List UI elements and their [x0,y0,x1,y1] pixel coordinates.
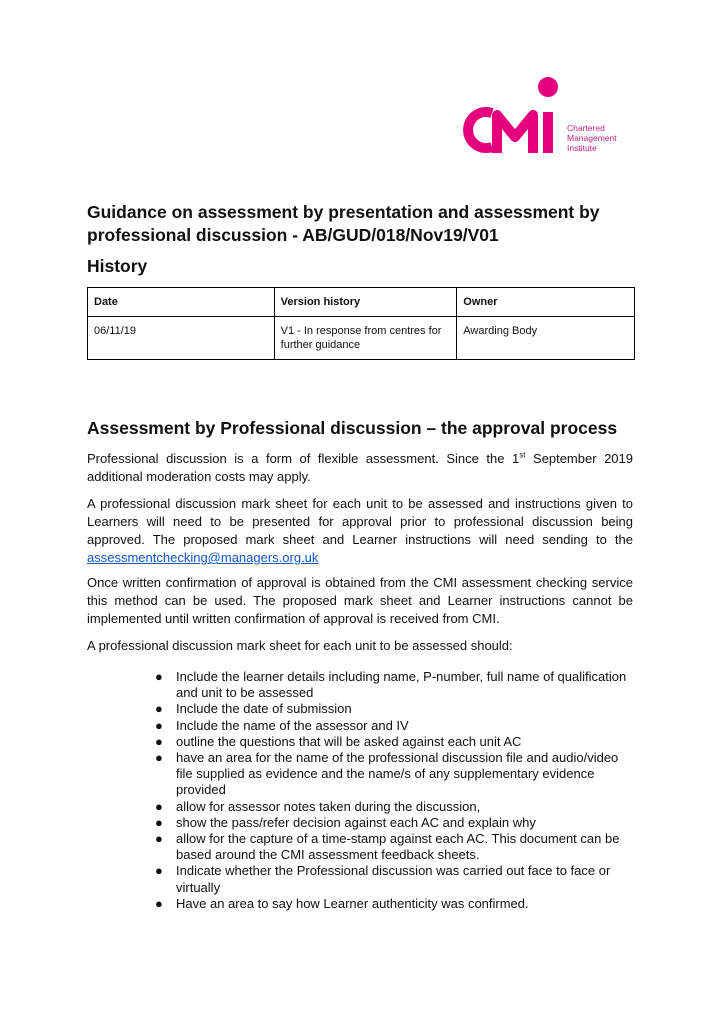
list-item [155,896,633,912]
list-item [155,863,633,895]
bullet: ● [155,798,163,814]
superscript: st [519,450,526,460]
requirements-list [155,669,633,912]
bullet: ● [155,895,163,911]
table-header-row [88,288,635,317]
list-item-text: Include the name of the assessor and IV [176,717,409,733]
document-title: Guidance on assessment by presentation and assessment by professional discussion - AB/GUD/018/Nov19/V01 [87,202,600,245]
column-header-date: Date [88,288,275,317]
bullet: ● [155,701,163,717]
logo-line: Management [567,133,617,143]
bullet: ● [155,814,163,830]
cell-version: V1 - In response from centres for further guidance [274,317,457,360]
list-item-text: Have an area to say how Learner authenticity was confirmed. [176,895,529,911]
list-item-text: outline the questions that will be asked against each unit AC [176,733,522,749]
cell-owner: Awarding Body [457,317,635,360]
history-heading: History [87,256,148,276]
column-header-owner: Owner [457,288,635,317]
cmi-logo-mark [452,75,564,159]
list-item-text: Include the date of submission [176,701,352,717]
list-item [155,701,633,717]
paragraph-intro [87,450,633,486]
paragraph-confirmation: Once written confirmation of approval is obtained from the CMI assessment checking service this method can be used. The proposed mark sheet and Learner instructions cannot be implemented until written confirmation of approval is received from CMI. [87,575,633,626]
logo-text [567,123,617,153]
text: A professional discussion mark sheet for each unit to be assessed and instructions given to Learners will need to be presented for approval prior to professional discussion being approved. The proposed mark sheet and Learner instructions will need sending to the [87,496,633,547]
list-item [155,799,633,815]
table-row [88,317,635,360]
cmi-logo [452,75,632,165]
list-item [155,831,633,863]
logo-line: Chartered [567,123,605,133]
list-item-text: show the pass/refer decision against each AC and explain why [176,814,536,830]
bullet: ● [155,669,163,684]
cell-date: 06/11/19 [88,317,275,360]
section-heading: Assessment by Professional discussion – the approval process [87,418,618,438]
bullet: ● [155,863,163,879]
history-table [87,287,635,360]
paragraph-approval [87,495,633,567]
list-item-text: have an area for the name of the professional discussion file and audio/video file supplied as evidence and the name/s of any supplementary evidence provided [176,750,619,798]
list-item [155,750,633,799]
bullet: ● [155,733,163,749]
bullet: ● [155,831,163,847]
list-item-text: Include the learner details including name, P-number, full name of qualification and unit to be assessed [176,669,627,701]
list-item [155,718,633,734]
list-item-text: Indicate whether the Professional discussion was carried out face to face or virtually [176,863,611,895]
logo-line: Institute [567,143,597,153]
text: Professional discussion is a form of flexible assessment. Since the 1 [87,451,520,466]
list-item [155,815,633,831]
column-header-version: Version history [274,288,457,317]
paragraph-marksheet: A professional discussion mark sheet for each unit to be assessed should: [87,638,513,653]
list-item-text: allow for assessor notes taken during the discussion, [176,798,481,814]
list-item-text: allow for the capture of a time-stamp against each AC. This document can be based around the CMI assessment feedback sheets. [176,831,620,863]
email-link[interactable]: assessmentchecking@managers.org.uk [87,550,319,565]
text: September 2019 additional moderation costs may apply. [87,451,633,484]
bullet: ● [155,717,163,733]
bullet: ● [155,750,163,766]
list-item [155,734,633,750]
list-item [155,669,633,701]
